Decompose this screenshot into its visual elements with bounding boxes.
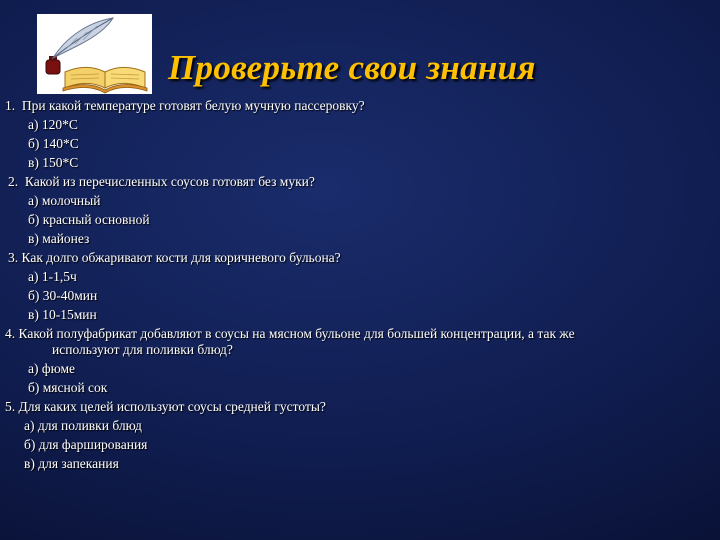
question-2: [8, 174, 315, 190]
question-text: Какой из перечисленных соусов готовят без муки?: [24, 174, 315, 189]
question-text: Какой полуфабрикат добавляют в соусы на мясном бульоне для большей концентрации, а так же: [18, 326, 575, 341]
answer-1c: в) 150*С: [28, 155, 79, 170]
answer-2c: в) майонез: [28, 231, 90, 246]
question-text: При какой температуре готовят белую мучную пассеровку?: [21, 98, 365, 113]
answer-5c: в) для запекания: [24, 456, 119, 471]
answer-3c: в) 10-15мин: [28, 307, 97, 322]
answer-2a: а) молочный: [28, 193, 101, 208]
question-number: 3.: [8, 250, 19, 265]
question-4: [5, 326, 575, 342]
question-5: [5, 399, 326, 415]
question-4-continued: используют для поливки блюд?: [52, 342, 233, 357]
question-3: [8, 250, 341, 266]
answer-2b: б) красный основной: [28, 212, 150, 227]
question-1: [5, 98, 365, 114]
answer-1a: а) 120*С: [28, 117, 78, 132]
question-text: Как долго обжаривают кости для коричневого бульона?: [21, 250, 341, 265]
question-number: 4.: [5, 326, 16, 341]
slide-title: Проверьте свои знания: [168, 48, 536, 87]
answer-5b: б) для фарширования: [24, 437, 148, 452]
question-number: 2.: [8, 174, 19, 189]
answer-1b: б) 140*С: [28, 136, 79, 151]
answer-4b: б) мясной сок: [28, 380, 108, 395]
answer-5a: а) для поливки блюд: [24, 418, 142, 433]
question-number: 1.: [5, 98, 16, 113]
question-text: Для каких целей используют соусы средней густоты?: [18, 399, 326, 414]
question-number: 5.: [5, 399, 16, 414]
answer-3b: б) 30-40мин: [28, 288, 98, 303]
answer-4a: а) фюме: [28, 361, 76, 376]
answer-3a: а) 1-1,5ч: [28, 269, 77, 284]
